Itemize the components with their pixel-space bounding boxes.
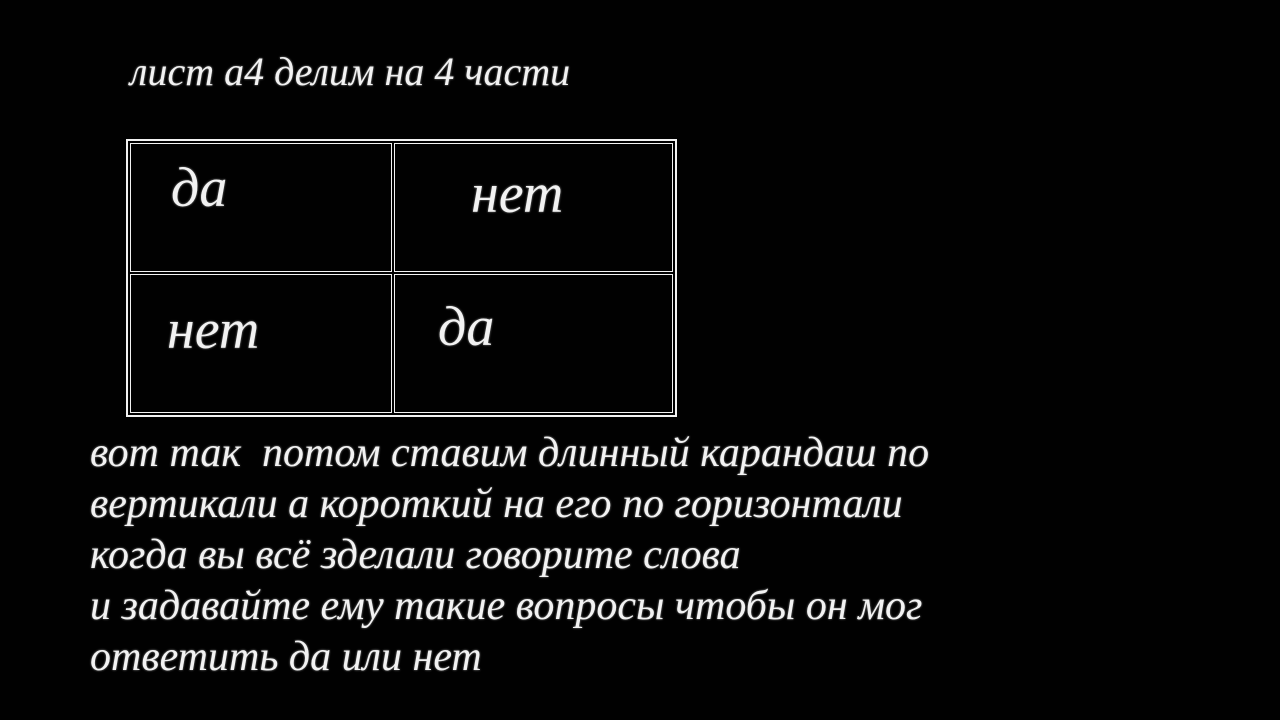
caption-line: вертикали а короткий на его по горизонтали	[90, 481, 903, 527]
cell-text-bottom-right: да	[438, 296, 495, 358]
table-cell-top-left	[130, 143, 392, 272]
table-cell-bottom-left	[130, 274, 392, 413]
cell-text-top-right: нет	[471, 163, 564, 225]
caption-line: вот так потом ставим длинный карандаш по	[90, 430, 930, 476]
table-cell-top-right	[394, 143, 673, 272]
caption-line: ответить да или нет	[90, 634, 482, 680]
table-cell-bottom-right	[394, 274, 673, 413]
caption-text	[90, 428, 929, 683]
quadrant-table	[126, 139, 677, 417]
caption-line: когда вы всё зделали говорите слова	[90, 532, 741, 578]
cell-text-top-left: да	[171, 157, 228, 219]
slide-title: лист а4 делим на 4 части	[130, 49, 571, 94]
cell-text-bottom-left: нет	[167, 299, 260, 361]
caption-line: и задавайте ему такие вопросы чтобы он мог	[90, 583, 923, 629]
